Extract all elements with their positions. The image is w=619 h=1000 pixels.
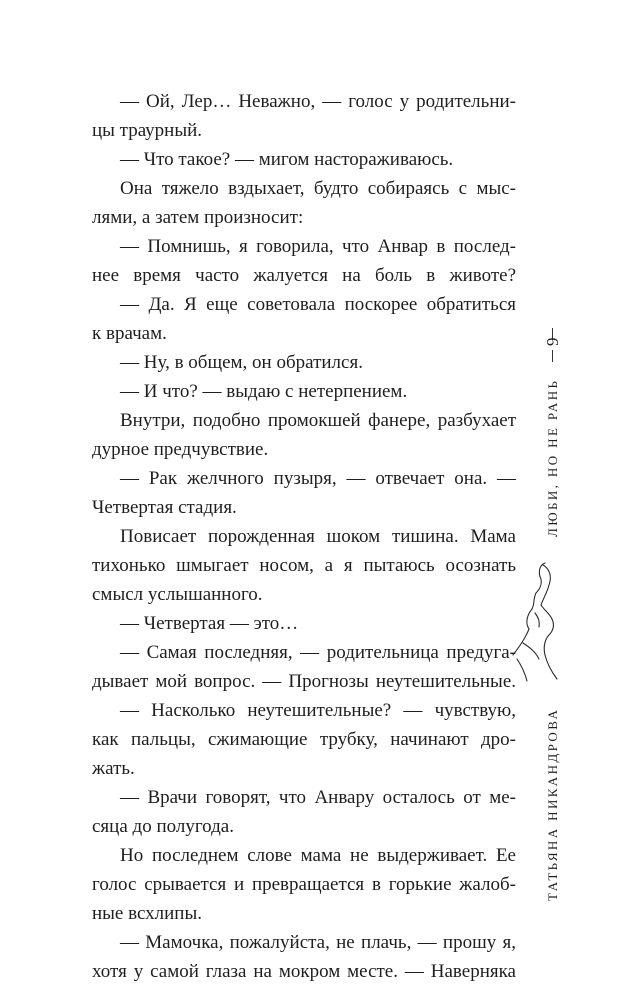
text-line: голос срывается и превращается в горькие жалоб-: [92, 874, 516, 895]
page-number-rule-bottom: [552, 350, 553, 362]
text-line: — Насколько неутешительные? — чувствую,: [120, 700, 516, 721]
text-line: — Рак желчного пузыря, — отвечает она. —: [120, 468, 516, 489]
text-line: — Ну, в общем, он обратился.: [120, 352, 363, 373]
text-line: жать.: [92, 758, 135, 779]
text-line: Внутри, подобно промокшей фанере, разбухает: [120, 410, 516, 431]
running-head-title: ЛЮБИ, НО НЕ РАНЬ: [545, 378, 560, 538]
text-line: — Врачи говорят, что Анвару осталось от ме-: [120, 787, 516, 808]
text-line: дывает мой вопрос. — Прогнозы неутешительные.: [92, 671, 516, 692]
running-head-author: ТАТЬЯНА НИКАНДРОВА: [545, 707, 560, 901]
text-line: — Что такое? — мигом настораживаюсь.: [120, 149, 454, 170]
text-line: цы траурный.: [92, 120, 203, 141]
text-line: — Самая последняя, — родительница предуга-: [120, 642, 516, 663]
text-line: нее время часто жалуется на боль в животе?: [92, 265, 516, 286]
text-line: Но последнем слове мама не выдерживает. Ее: [120, 845, 516, 866]
text-line: — И что? — выдаю с нетерпением.: [120, 381, 408, 402]
text-line: — Ой, Лер… Неважно, — голос у родительни-: [120, 91, 516, 112]
text-line: Она тяжело вздыхает, будто собираясь с мыс-: [120, 178, 516, 199]
text-line: Повисает порожденная шоком тишина. Мама: [120, 526, 516, 547]
text-line: — Да. Я еще советовала поскорее обратиться: [120, 294, 516, 315]
text-line: — Четвертая — это…: [120, 613, 299, 634]
text-line: как пальцы, сжимающие трубку, начинают дро-: [92, 729, 516, 750]
text-line: — Мамочка, пожалуйста, не плачь, — прошу я,: [120, 932, 516, 953]
couple-sketch-illustration: [505, 555, 565, 685]
text-line: хотя у самой глаза на мокром месте. — Наверняка: [92, 961, 516, 982]
text-line: сяца до полугода.: [92, 816, 234, 837]
text-line: ные всхлипы.: [92, 903, 202, 924]
text-line: Четвертая стадия.: [92, 497, 237, 518]
text-line: к врачам.: [92, 323, 167, 344]
text-line: смысл услышанного.: [92, 584, 263, 605]
text-line: лями, а затем произносит:: [92, 207, 304, 228]
text-line: дурное предчувствие.: [92, 439, 269, 460]
page-number: 9: [543, 337, 562, 347]
text-line: тихонько шмыгает носом, а я пытаюсь осознать: [92, 555, 516, 576]
text-line: — Помнишь, я говорила, что Анвар в послед-: [120, 236, 516, 257]
margin-column: [533, 0, 573, 1000]
